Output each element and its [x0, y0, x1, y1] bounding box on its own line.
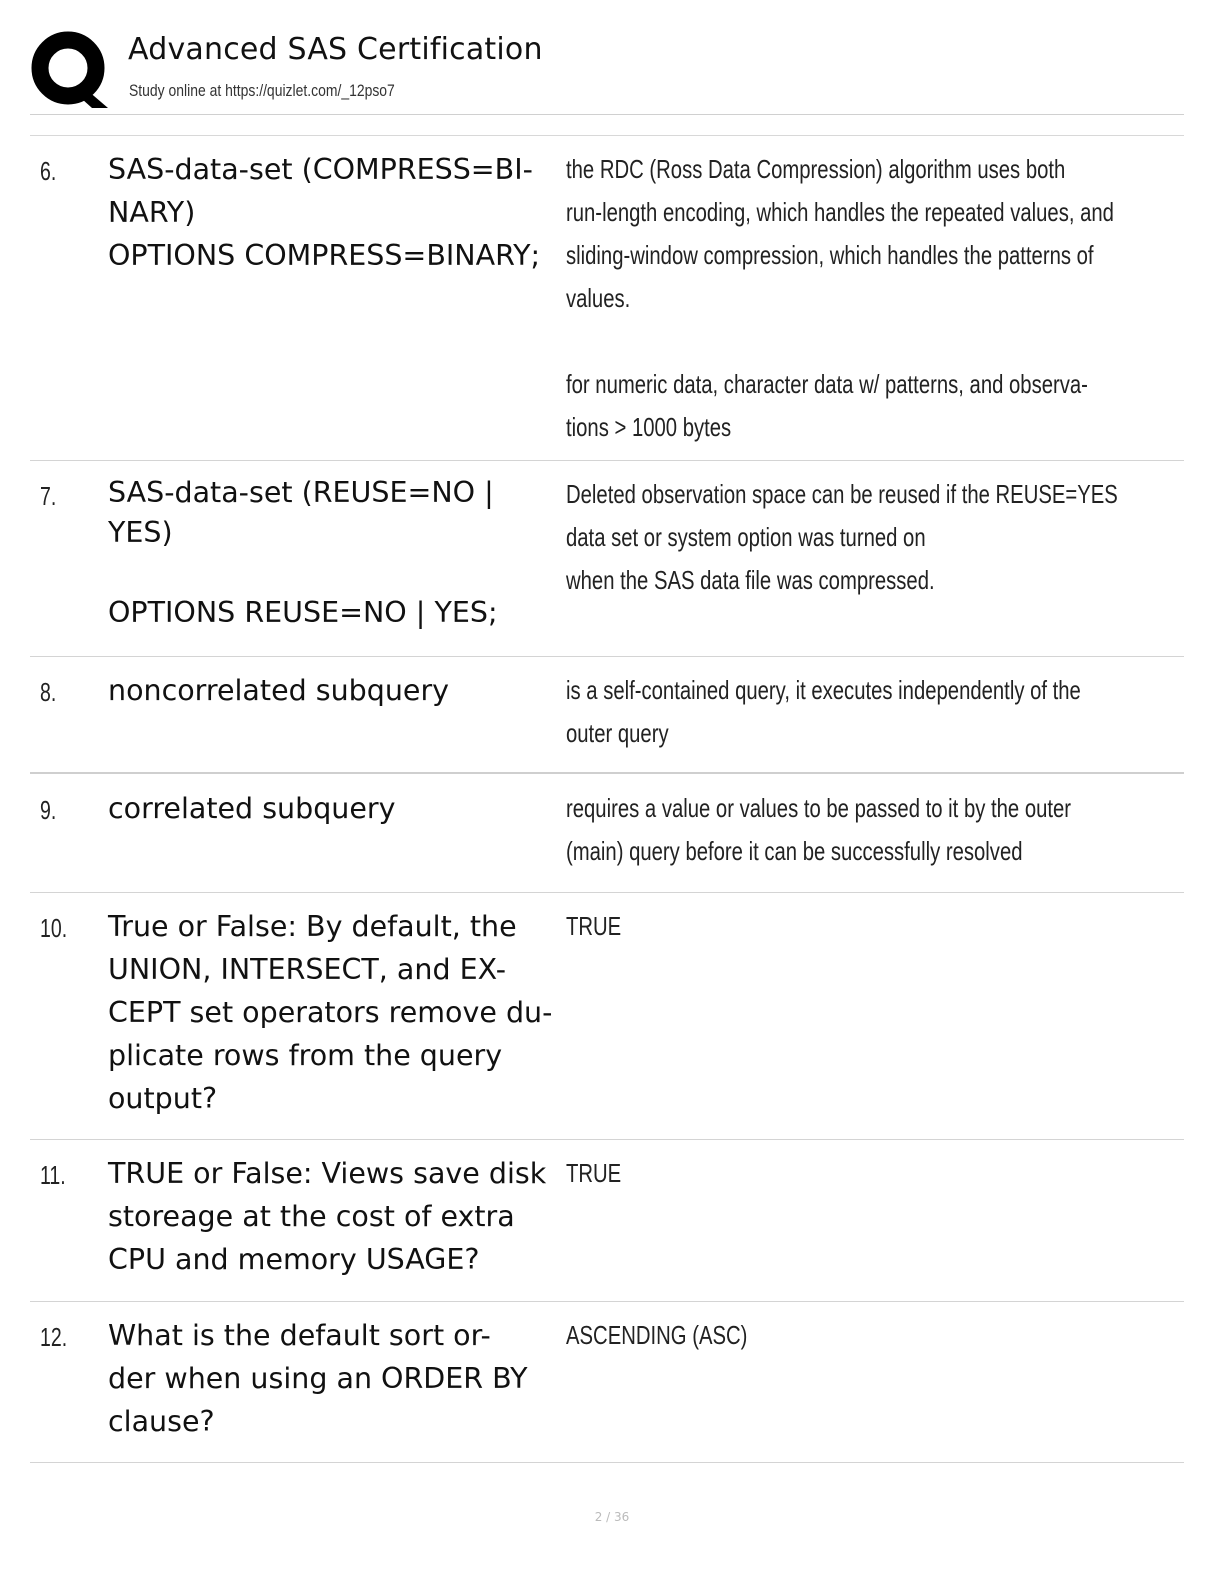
quizlet-logo-icon — [30, 30, 110, 110]
card-term: What is the default sort or- der when using an ORDER BY clause? — [108, 1319, 528, 1438]
card-term: noncorrelated subquery — [108, 674, 450, 707]
page-number: 2 / 36 — [594, 1510, 630, 1524]
page-header — [30, 28, 1184, 116]
card-term: correlated subquery — [108, 792, 396, 825]
card-term: True or False: By default, the UNION, INTERSECT, and EX- CEPT set operators remove du- plicate rows from the query output? — [108, 910, 553, 1115]
card-number: 6. — [40, 156, 57, 186]
flashcard-11 — [30, 1140, 1184, 1302]
card-number: 8. — [40, 677, 57, 707]
card-definition: is a self-contained query, it executes independently of the outer query — [566, 675, 1081, 748]
card-term: SAS-data-set (COMPRESS=BI- NARY) OPTIONS COMPRESS=BINARY; — [108, 153, 541, 272]
document-title: Advanced SAS Certification — [128, 32, 543, 67]
card-term: TRUE or False: Views save disk storeage at the cost of extra CPU and memory USAGE? — [108, 1157, 547, 1276]
flashcard-6 — [30, 136, 1184, 461]
flashcard-12 — [30, 1302, 1184, 1463]
card-definition: TRUE — [566, 911, 622, 941]
card-divider — [30, 1462, 1184, 1463]
flashcard-10 — [30, 893, 1184, 1140]
flashcard-8 — [30, 657, 1184, 774]
card-number: 12. — [40, 1322, 68, 1352]
card-definition: ASCENDING (ASC) — [566, 1320, 748, 1350]
card-definition: Deleted observation space can be reused if the REUSE=YES data set or system option was turned on when the SAS data file was compressed. — [566, 479, 1118, 595]
card-definition: requires a value or values to be passed to it by the outer (main) query before it can be successfully resolved — [566, 793, 1072, 866]
header-divider — [30, 114, 1184, 115]
flashcard-7 — [30, 461, 1184, 657]
card-number: 11. — [40, 1160, 66, 1190]
card-divider — [30, 772, 1184, 774]
card-number: 7. — [40, 481, 57, 511]
card-number: 9. — [40, 795, 57, 825]
card-number: 10. — [40, 913, 68, 943]
card-definition: the RDC (Ross Data Compression) algorithm uses both run-length encoding, which handles the repeated values, and sliding-window compression, which handles the patterns of values. for numeric data, character data w/ patterns, and observa- tions > 1000 bytes — [566, 154, 1114, 442]
card-definition: TRUE — [566, 1158, 622, 1188]
flashcard-9 — [30, 775, 1184, 893]
study-online-link[interactable]: Study online at https://quizlet.com/_12pso7 — [129, 81, 395, 100]
card-term: SAS-data-set (REUSE=NO | YES) OPTIONS REUSE=NO | YES; — [108, 476, 498, 629]
